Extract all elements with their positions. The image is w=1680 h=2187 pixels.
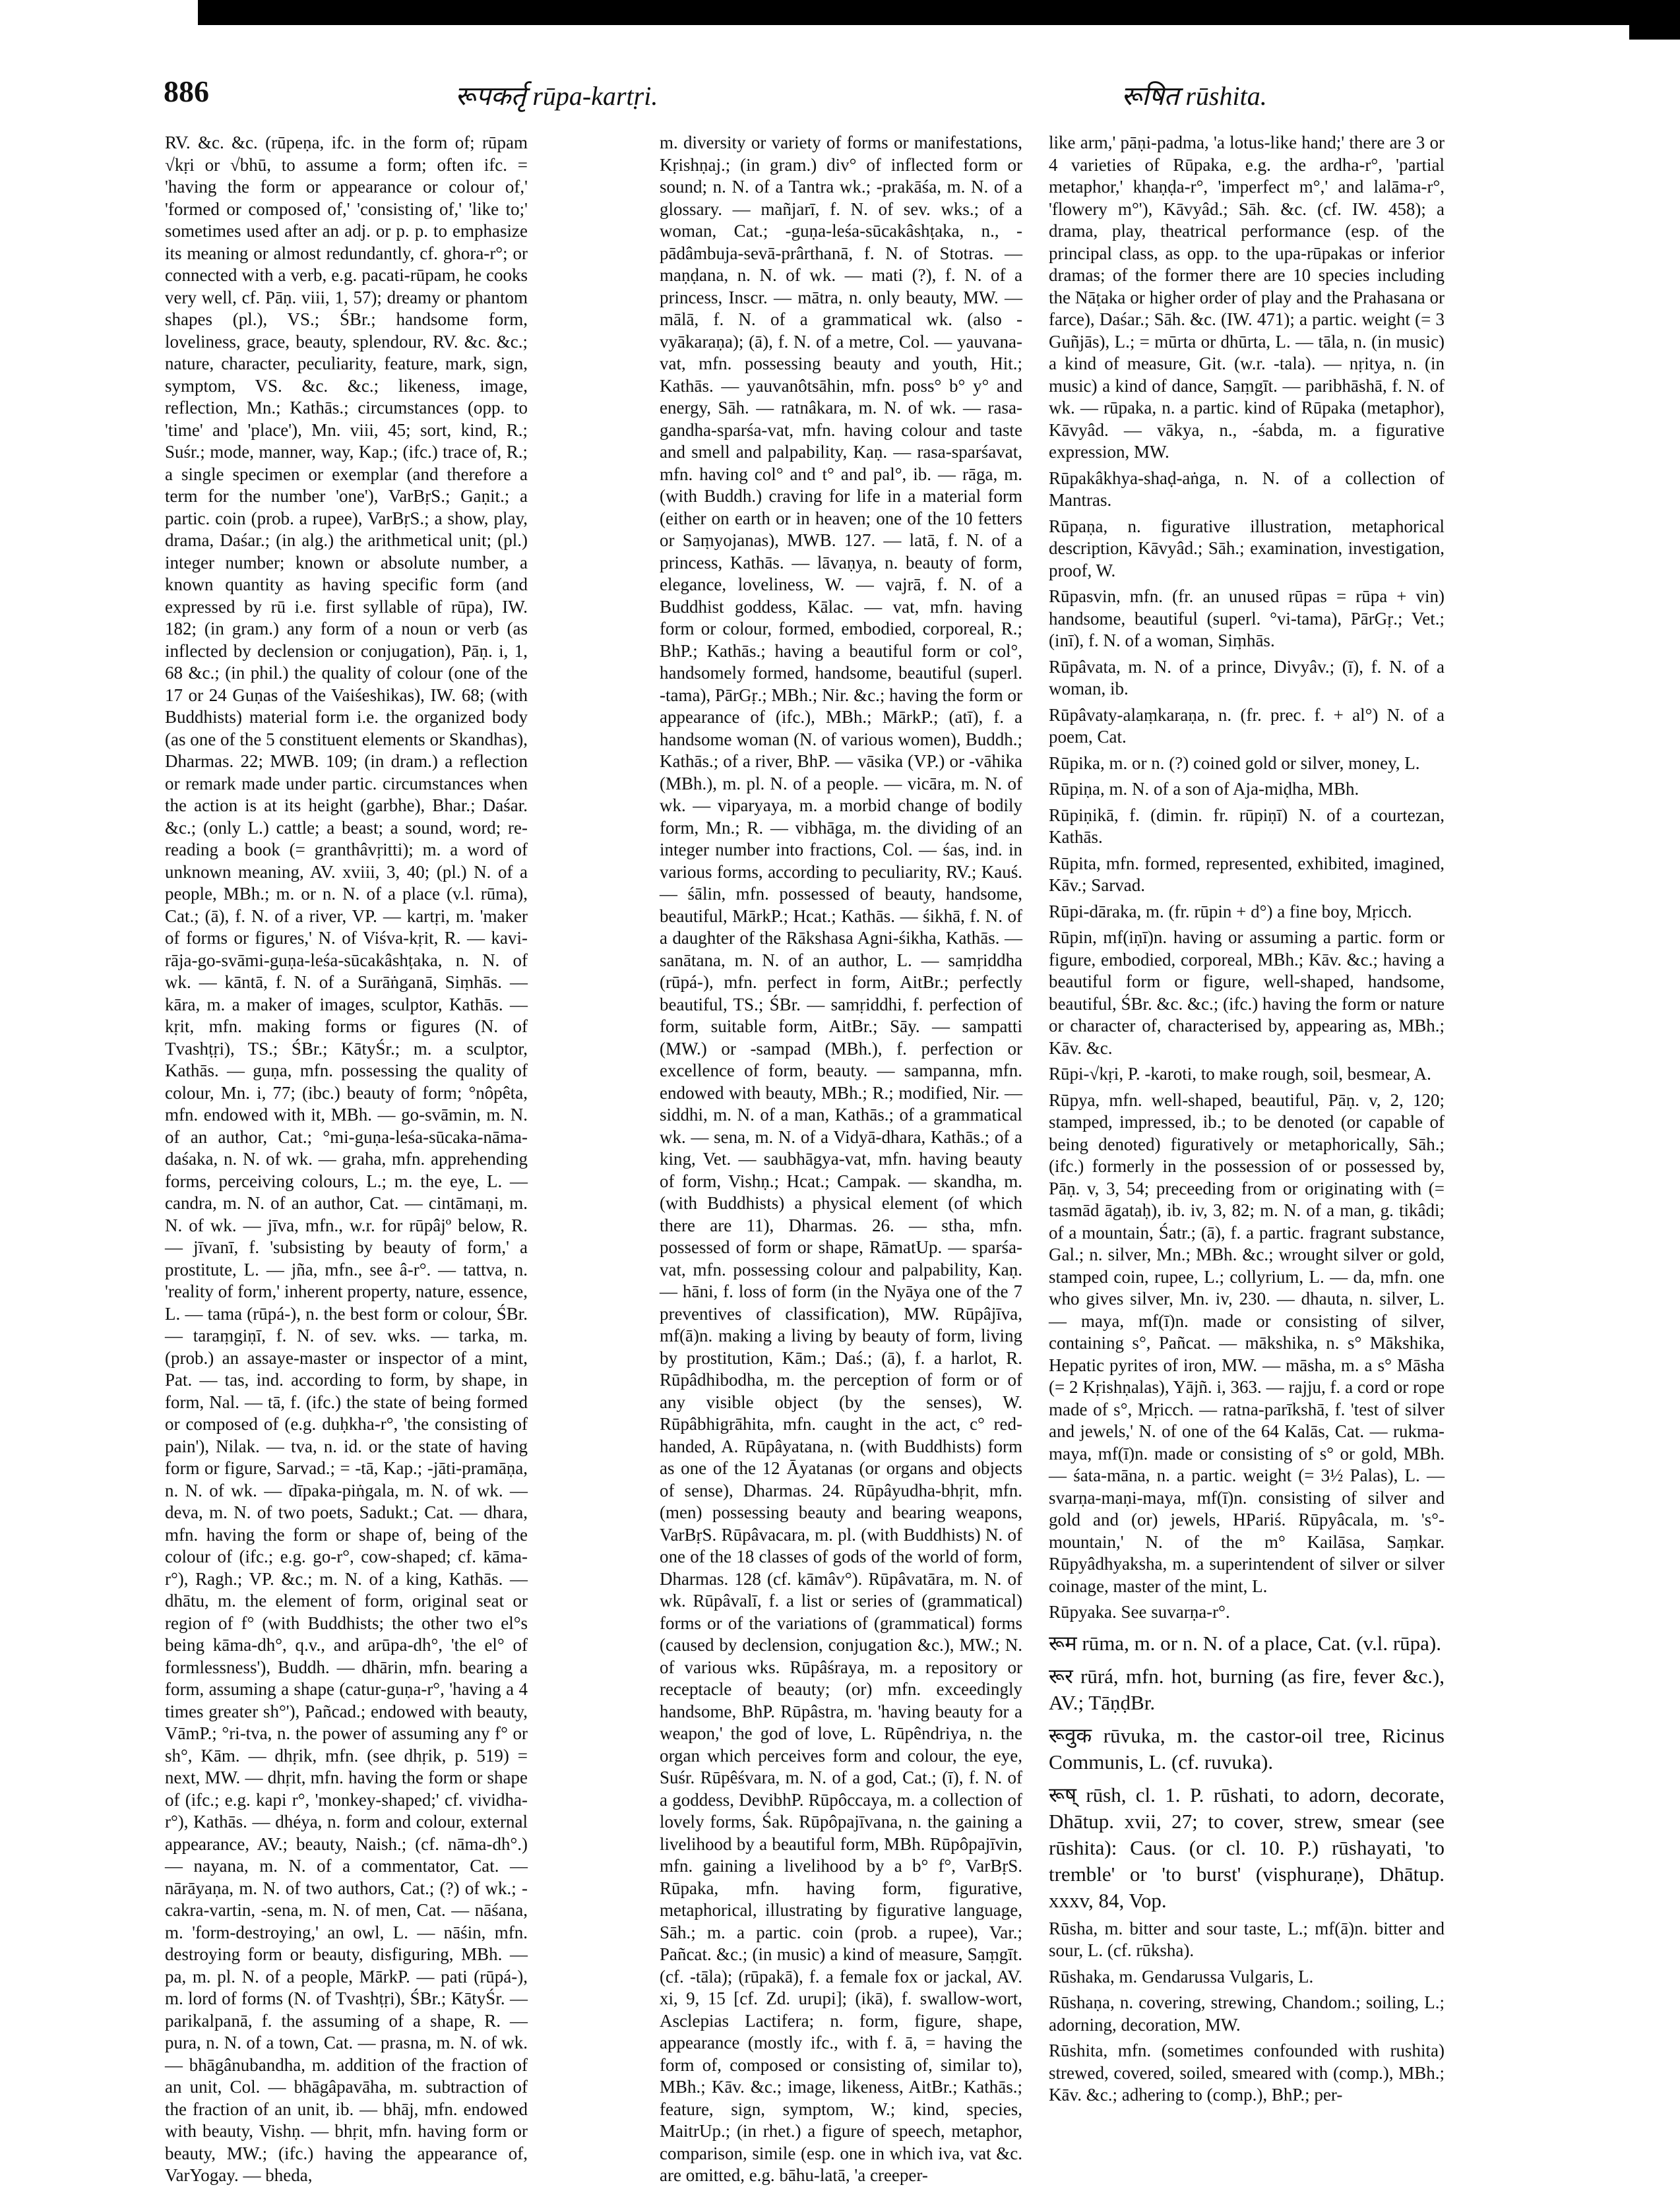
top-edge-bar-tail — [1629, 0, 1680, 40]
entry-text: Rūpya, mfn. well-shaped, beautiful, Pāṇ. v, 2, 120; stamped, impressed, ib.; to be denoted (or capable of being denoted) figuratively or metaphorically, Sāh.; (ifc.) formerly in the possession of or possessed by, Pāṇ. v, 3, 54; preceeding from or originating with (= tasmād āgataḥ), ib. iv, 3, 82; m. N. of a man, g. tikâdi; of a mountain, Śatr.; (ā), f. a partic. fragrant substance, Gal.; n. silver, Mn.; MBh. &c.; wrought silver or gold, stamped coin, rupee, L.; collyrium, L. — da, mfn. one who gives silver, Mn. iv, 230. — dhauta, n. silver, L. — maya, mf(ī)n. made or consisting of silver, containing s°, Pañcat. — mākshika, n. s° Mākshika, Hepatic pyrites of iron, MW. — māsha, m. a s° Māsha (= 2 Kṛishṇalas), Yājñ. i, 363. — rajju, f. a cord or rope made of s°, Mṛicch. — ratna-parīkshā, f. 'test of silver and jewels,' N. of one of the 64 Kalās, Cat. — rukma-maya, mf(ī)n. made or consisting of s° or gold, MBh. — śata-māna, n. a partic. weight (= 3½ Palas), L. — svarṇa-maṇi-maya, mf(ī)n. consisting of silver and gold and (or) jewels, HPariś. Rūpyâcala, m. 's°-mountain,' N. of the m° Kailāsa, Saṃkar. Rūpyâdhyaksha, m. a superintendent of silver or silver coinage, master of the mint, L. — [1049, 1090, 1445, 1596]
main-entry: रूवुक rūvuka, m. the castor-oil tree, Ricinus Communis, L. (cf. ruvuka). — [1049, 1723, 1445, 1773]
entry-text: Rūpyaka. See suvarṇa-r°. — [1049, 1602, 1230, 1622]
entry-text: Rūpakâkhya-shaḍ-aṅga, n. N. of a collection of Mantras. — [1049, 468, 1445, 510]
column-3 — [1049, 132, 1445, 2107]
headword-left: रूपकर्तृ rūpa-kartṛi. — [455, 81, 658, 111]
entry-text: RV. &c. &c. (rūpeṇa, ifc. in the form of; rūpam √kṛi or √bhū, to assume a form; often ifc. = 'having the form or appearance or colour of,' 'formed or composed of,' 'consisting of,' 'like to;' sometimes used after an adj. or p. p. to emphasize its meaning or almost redundantly, cf. ghora-r°; or connected with a verb, e.g. pacati-rūpam, he cooks very well, cf. Pāṇ. viii, 1, 57); dreamy or phantom shapes (pl.), VS.; ŚBr.; handsome form, loveliness, grace, beauty, splendour, RV. &c. &c.; nature, character, peculiarity, feature, mark, sign, symptom, VS. &c. &c.; likeness, image, reflection, Mn.; Kathās.; circumstances (opp. to 'time' and 'place'), Mn. viii, 45; sort, kind, R.; Suśr.; mode, manner, way, Kap.; (ifc.) trace of, R.; a single specimen or exemplar (and therefore a term for the number 'one'), VarBṛS.; Gaṇit.; a partic. coin (prob. a rupee), VarBṛS.; a show, play, drama, Daśar.; (in alg.) the arithmetical unit; (pl.) integer number; known or absolute number, a known quantity as having specific form (and expressed by rū i.e. first syllable of rūpa), IW. 182; (in gram.) any form of a noun or verb (as inflected by declension or conjugation), Pāṇ. i, 1, 68 &c.; (in phil.) the quality of colour (one of the 17 or 24 Guṇas of the Vaiśeshikas), IW. 68; (with Buddhists) material form i.e. the organized body (as one of the 5 constituent elements or Skandhas), Dharmas. 22; MWB. 109; (in dram.) a reflection or remark made under partic. circumstances when the action is at its height (garbhe), Bhar.; Daśar. &c.; (only L.) cattle; a beast; a sound, word; re-reading a book (= granthâvṛitti); m. a word of unknown meaning, AV. xviii, 3, 40; (pl.) N. of a people, MBh.; m. or n. N. of a place (v.l. rūma), Cat.; (ā), f. N. of a river, VP. — kartṛi, m. 'maker of forms or figures,' N. of Viśva-kṛit, R. — kavi-rāja-go-svāmi-guṇa-leśa-sūcakâshṭaka, n. N. of wk. — kāntā, f. N. of a Surāṅganā, Siṃhās. — kāra, m. a maker of images, sculptor, Kathās. — kṛit, mfn. making forms or figures (N. of Tvashṭṛi), TS.; ŚBr.; KātyŚr.; m. a sculptor, Kathās. — guṇa, mfn. possessing the quality of colour, Mn. i, 77; (ibc.) beauty of form; °nôpêta, mfn. endowed with it, MBh. — go-svāmin, m. N. of an author, Cat.; °mi-guṇa-leśa-sūcaka-nāma-daśaka, n. N. of wk. — graha, mfn. apprehending forms, perceiving colours, L.; m. the eye, L. — candra, m. N. of an author, Cat. — cintāmaṇi, m. N. of wk. — jīva, mfn., w.r. for rūpâjº below, R. — jīvanī, f. 'subsisting by beauty of form,' a prostitute, L. — jña, mfn., see â-r°. — tattva, n. 'reality of form,' inherent property, nature, essence, L. — tama (rūpá-), n. the best form or colour, ŚBr. — taraṃgiṇī, f. N. of sev. wks. — tarka, m. (prob.) an assaye-master or inspector of a mint, Pat. — tas, ind. according to form, by shape, in form, Nal. — tā, f. (ifc.) the state of being formed or composed of (e.g. duḥkha-r°, 'the consisting of pain'), Nilak. — tva, n. id. or the state of having form or figure, Sarvad.; = -tā, Kap.; -jāti-pramāṇa, n. N. of wk. — dīpaka-piṅgala, m. N. of wk. — deva, m. N. of two poets, Sadukt.; Cat. — dhara, mfn. having the form or shape of, being of the colour of (ifc.; e.g. go-r°, cow-shaped; cf. kāma-r°), Ragh.; VP. &c.; m. N. of a king, Kathās. — dhātu, m. the element of form, original seat or region of f° (with Buddhists; the other two el°s being kāma-dh°, q.v., and arūpa-dh°, 'the el° of formlessness'), Buddh. — dhārin, mfn. bearing a form, assuming a shape (catur-guṇa-r°, 'having a 4 times greater sh°'), Pañcad.; endowed with beauty, VāmP.; °ri-tva, n. the power of assuming any f° or sh°, Kām. — dhṛik, mfn. (see dhṛik, p. 519) = next, MW. — dhṛit, mfn. having the form or shape of (ifc.; e.g. kapi r°, 'monkey-shaped;' cf. vividha-r°), Kathās. — dhéya, n. form and colour, external appearance, AV.; beauty, Naish.; (cf. nāma-dh°.) — nayana, m. N. of a commentator, Cat. — nārāyaṇa, m. N. of two authors, Cat.; (?) of wk.; -cakra-vartin, -sena, m. N. of men, Cat. — nāśana, m. 'form-destroying,' an owl, L. — nāśin, mfn. destroying form or beauty, disfiguring, MBh. — pa, m. pl. N. of a people, MārkP. — pati (rūpá-), m. lord of forms (N. of Tvashṭṛi), ŚBr.; KātyŚr. — parikalpanā, f. the assuming of a shape, R. — pura, n. N. of a town, Cat. — prasna, m. N. of wk. — bhāgânubandha, m. addition of the fraction of an unit, Col. — bhāgâpavāha, m. subtraction of the fraction of an unit, ib. — bhāj, mfn. endowed with beauty, Vishṇ. — bhṛit, mfn. having form or beauty, MW.; (ifc.) having the appearance of, VarYogay. — bheda, — [165, 133, 528, 2185]
page-header — [158, 74, 1478, 120]
entry-text: Rūshaṇa, n. covering, strewing, Chandom.; soiling, L.; adorning, decoration, MW. — [1049, 1992, 1445, 2035]
main-entry: रूम rūma, m. or n. N. of a place, Cat. (v.l. rūpa). — [1049, 1631, 1441, 1655]
entry-text: Rūpâvata, m. N. of a prince, Divyâv.; (ī), f. N. of a woman, ib. — [1049, 656, 1445, 698]
entry-text: Rūsha, m. bitter and sour taste, L.; mf(ā)n. bitter and sour, L. (cf. rūksha). — [1049, 1918, 1445, 1960]
entry-text: Rūpasvin, mfn. (fr. an unused rūpas = rūpa + vin) handsome, beautiful (superl. °vi-tama), PārGṛ.; Vet.; (inī), f. N. of a woman, Siṃhās. — [1049, 586, 1445, 650]
column-2 — [660, 132, 1022, 2185]
entry-text: Rūpika, m. or n. (?) coined gold or silver, money, L. — [1049, 753, 1420, 773]
entry-text: like arm,' pāṇi-padma, 'a lotus-like hand;' there are 3 or 4 varieties of Rūpaka, e.g. the ardha-r°, 'partial metaphor,' khaṇḍa-r°, 'imperfect m°,' and lalāma-r°, 'flowery m°'), Kāvyâd.; Sāh. &c. (cf. IW. 458); a drama, play, theatrical performance (esp. of the principal class, as opp. to the upa-rūpakas or inferior dramas; of the former there are 10 species including the Nāṭaka or higher order of play and the Prahasana or farce), Daśar.; Sāh. &c. (IW. 471); a partic. weight (= 3 Guñjās), L.; = mūrta or dhūrta, L. — tāla, n. (in music) a kind of measure, Git. (w.r. -tala). — nṛitya, n. (in music) a kind of dance, Saṃgīt. — paribhāshā, f. N. of wk. — rūpaka, n. a partic. kind of Rūpaka (metaphor), Kāvyâd. — vākya, n., -śabda, m. a figurative expression, MW. — [1049, 133, 1445, 462]
entry-text: Rūpaṇa, n. figurative illustration, metaphorical description, Kāvyâd.; Sāh.; examination, investigation, proof, W. — [1049, 516, 1445, 580]
headword-right: रूषित rūshita. — [1121, 81, 1267, 111]
entry-text: m. diversity or variety of forms or manifestations, Kṛishṇaj.; (in gram.) div° of inflected form or sound; n. N. of a Tantra wk.; -prakāśa, m. N. of a glossary. — mañjarī, f. N. of sev. wks.; of a woman, Cat.; -guṇa-leśa-sūcakâshṭaka, n., -pādâmbuja-sevā-prârthanā, f. N. of Stotras. — maṇḍana, n. N. of wk. — mati (?), f. N. of a princess, Inscr. — mātra, n. only beauty, MW. — mālā, f. N. of a grammatical wk. (also -vyākaraṇa); (ā), f. N. of a metre, Col. — yauvana-vat, mfn. possessing beauty and youth, Hit.; Kathās. — yauvanôtsāhin, mfn. poss° b° y° and energy, Sāh. — ratnâkara, m. N. of wk. — rasa-gandha-sparśa-vat, mfn. having colour and taste and smell and palpability, Kaṇ. — rasa-sparśavat, mfn. having col° and t° and pal°, ib. — rāga, m. (with Buddh.) craving for life in a material form (either on earth or in heaven; one of the 10 fetters or Saṃyojanas), MWB. 127. — latā, f. N. of a princess, Kathās. — lāvaṇya, n. beauty of form, elegance, loveliness, W. — vajrā, f. N. of a Buddhist goddess, Kālac. — vat, mfn. having form or colour, formed, embodied, corporeal, R.; BhP.; Kathās.; having a beautiful form or col°, handsomely formed, handsome, beautiful (superl. -tama), PārGṛ.; MBh.; Nir. &c.; having the form or appearance of (ifc.), MBh.; MārkP.; (atī), f. a handsome woman (N. of various women), Buddh.; Kathās.; of a river, BhP. — vāsika (VP.) or -vāhika (MBh.), m. pl. N. of a people. — vicāra, m. N. of wk. — viparyaya, m. a morbid change of bodily form, Mn.; R. — vibhāga, m. the dividing of an integer number into fractions, Col. — śas, ind. in various forms, according to peculiarity, RV.; Kauś. — śālin, mfn. possessed of beauty, handsome, beautiful, MārkP.; Hcat.; Kathās. — śikhā, f. N. of a daughter of the Rākshasa Agni-śikha, Kathās. — sanātana, m. N. of an author, L. — samṛiddha (rūpá-), mfn. perfect in form, AitBr.; perfectly beautiful, TS.; ŚBr. — samṛiddhi, f. perfection of form, suitable form, AitBr.; Sāy. — sampatti (MW.) or -sampad (MBh.), f. perfection or excellence of form, beauty. — sampanna, mfn. endowed with beauty, MBh.; R.; modified, Nir. — siddhi, m. N. of a man, Kathās.; of a grammatical wk. — sena, m. N. of a Vidyā-dhara, Kathās.; of a king, Vet. — saubhāgya-vat, mfn. having beauty of form, Vishṇ.; Hcat.; Campak. — skandha, m. (with Buddhists) a physical element (of which there are 11), Dharmas. 26. — stha, mfn. possessed of form or shape, RāmatUp. — sparśa-vat, mfn. possessing colour and palpability, Kaṇ. — hāni, f. loss of form (in the Nyāya one of the 7 preventives of classification), MW. Rūpâjīva, mf(ā)n. making a living by beauty of form, living by prostitution, Kām.; Daś.; (ā), f. a harlot, R. Rūpâdhibodha, m. the perception of form or of any visible object (by the senses), W. Rūpâbhigrāhita, mfn. caught in the act, c° red-handed, A. Rūpâyatana, n. (with Buddhists) form as one of the 12 Āyatanas (or organs and objects of sense), Dharmas. 24. Rūpâyudha-bhṛit, mfn. (men) possessing beauty and bearing weapons, VarBṛS. Rūpâvacara, m. pl. (with Buddhists) N. of one of the 18 classes of gods of the world of form, Dharmas. 128 (cf. kāmâv°). Rūpâvatāra, m. N. of wk. Rūpâvalī, f. a list or series of (grammatical) forms or of the variations of (grammatical) forms (caused by declension, conjugation &c.), MW.; N. of various wks. Rūpâśraya, m. a repository or receptacle of beauty; (or) mfn. exceedingly handsome, BhP. Rūpâstra, m. 'having beauty for a weapon,' the god of love, L. Rūpêndriya, n. the organ which perceives form and colour, the eye, Suśr. Rūpêśvara, m. N. of a god, Cat.; (ī), f. N. of a goddess, DevibhP. Rūpôccaya, m. a collection of lovely forms, Śak. Rūpôpajīvana, n. the gaining a livelihood by a beautiful form, MBh. Rūpôpajīvin, mfn. gaining a livelihood by a b° f°, VarBṛS. Rūpaka, mfn. having form, figurative, metaphorical, illustrating by figurative language, Sāh.; m. a partic. coin (prob. a rupee), Var.; Pañcat. &c.; (in music) a kind of measure, Saṃgīt. (cf. -tāla); (rūpakā), f. a female fox or jackal, AV. xi, 9, 15 [cf. Zd. urupi]; (ikā), f. swallow-wort, Asclepias Lactifera; n. form, figure, shape, appearance (mostly ifc., with f. ā, = having the form of, composed or consisting of, similar to), MBh.; Kāv. &c.; image, likeness, AitBr.; Kathās.; feature, sign, symptom, W.; kind, species, MaitrUp.; (in rhet.) a figure of speech, metaphor, comparison, simile (esp. one in which iva, vat &c. are omitted, e.g. bāhu-latā, 'a creeper- — [660, 133, 1022, 2185]
entry-text: Rūpâvaty-alaṃkaraṇa, n. (fr. prec. f. + al°) N. of a poem, Cat. — [1049, 704, 1445, 747]
top-edge-bar — [198, 0, 1629, 25]
main-entry: रूष् rūsh, cl. 1. P. rūshati, to adorn, decorate, Dhātup. xvii, 27; to cover, strew, smear (see rūshita): Caus. (or cl. 10. P.) rūshayati, 'to tremble' or 'to burst' (visphuraṇe), Dhātup. xxxv, 84, Vop. — [1049, 1783, 1445, 1912]
entry-text: Rūpita, mfn. formed, represented, exhibited, imagined, Kāv.; Sarvad. — [1049, 853, 1445, 895]
entry-text: Rūshita, mfn. (sometimes confounded with rushita) strewed, covered, soiled, smeared with (comp.), MBh.; Kāv. &c.; adhering to (comp.), BhP.; per- — [1049, 2041, 1445, 2105]
entry-text: Rūpiṇikā, f. (dimin. fr. rūpiṇī) N. of a courtezan, Kathās. — [1049, 805, 1445, 847]
entry-text: Rūpi-√kṛi, P. -karoti, to make rough, soil, besmear, A. — [1049, 1064, 1431, 1084]
main-entry: रूर rūrá, mfn. hot, burning (as fire, fever &c.), AV.; TāṇḍBr. — [1049, 1664, 1445, 1714]
entry-text: Rūpin, mf(iṇī)n. having or assuming a partic. form or figure, embodied, corporeal, MBh.; Kāv. &c.; having a beautiful form or figure, well-shaped, handsome, beautiful, ŚBr. &c. &c.; (ifc.) having the form or nature or character of, characterised by, appearing as, MBh.; Kāv. &c. — [1049, 927, 1445, 1058]
entry-text: Rūpi-dāraka, m. (fr. rūpin + d°) a fine boy, Mṛicch. — [1049, 901, 1412, 921]
page-number: 886 — [164, 75, 209, 108]
entry-text: Rūshaka, m. Gendarussa Vulgaris, L. — [1049, 1966, 1314, 1987]
column-1 — [165, 132, 528, 2185]
entry-text: Rūpiṇa, m. N. of a son of Aja-miḍha, MBh. — [1049, 779, 1359, 799]
